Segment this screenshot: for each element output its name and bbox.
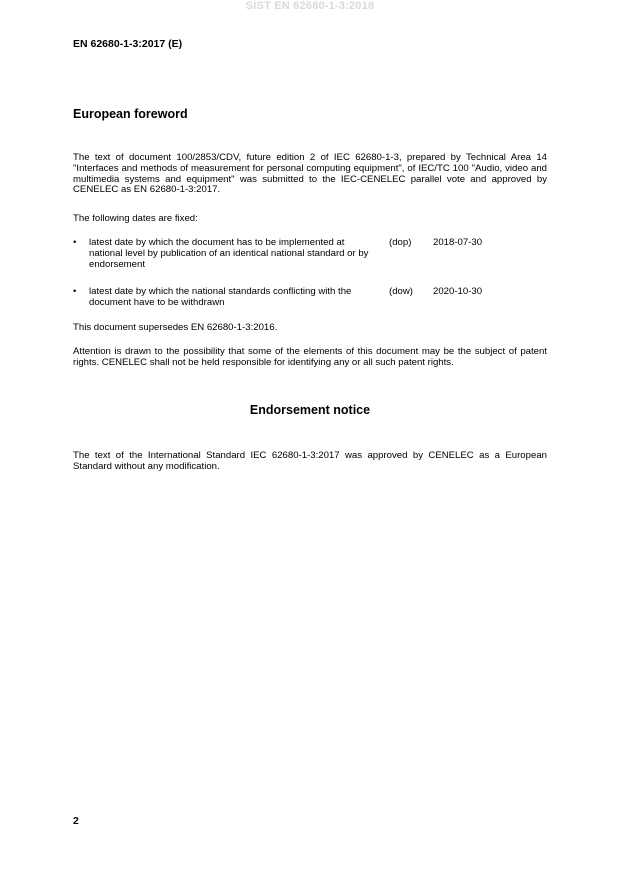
- date-item-text: latest date by which the national standards conflicting with the document have to be withdrawn: [89, 286, 352, 308]
- document-id-header: EN 62680-1-3:2017 (E): [73, 38, 183, 50]
- supersedes-paragraph: This document supersedes EN 62680-1-3:2016.: [73, 322, 278, 333]
- date-item-text: latest date by which the document has to be implemented at national level by publication of an identical national standard or by endorsement: [89, 237, 369, 270]
- foreword-heading: European foreword: [73, 107, 188, 121]
- page-number: 2: [73, 815, 79, 827]
- endorsement-heading: Endorsement notice: [249, 403, 371, 417]
- date-item-date: 2020-10-30: [433, 286, 483, 297]
- foreword-intro-paragraph: The text of document 100/2853/CDV, future edition 2 of IEC 62680-1-3, prepared by Technical Area 14 "Interfaces and methods of measurement for personal computing equipment", of IEC/TC 100 "Audio, video and multimedia systems and equipment" was submitted to the IEC-CENELEC parallel vote and approved by CENELEC as EN 62680-1-3:2017.: [73, 152, 547, 196]
- bullet-icon: •: [73, 237, 77, 248]
- dates-intro-paragraph: The following dates are fixed:: [73, 213, 198, 224]
- date-item-code: (dow): [389, 286, 413, 297]
- endorsement-paragraph: The text of the International Standard IEC 62680-1-3:2017 was approved by CENELEC as a European Standard without any modification.: [73, 450, 547, 472]
- date-item-code: (dop): [389, 237, 412, 248]
- watermark: SIST EN 62680-1-3:2018: [245, 0, 375, 12]
- patent-paragraph: Attention is drawn to the possibility that some of the elements of this document may be the subject of patent rights. CENELEC shall not be held responsible for identifying any or all such patent rights.: [73, 346, 547, 368]
- bullet-icon: •: [73, 286, 77, 297]
- date-item-date: 2018-07-30: [433, 237, 483, 248]
